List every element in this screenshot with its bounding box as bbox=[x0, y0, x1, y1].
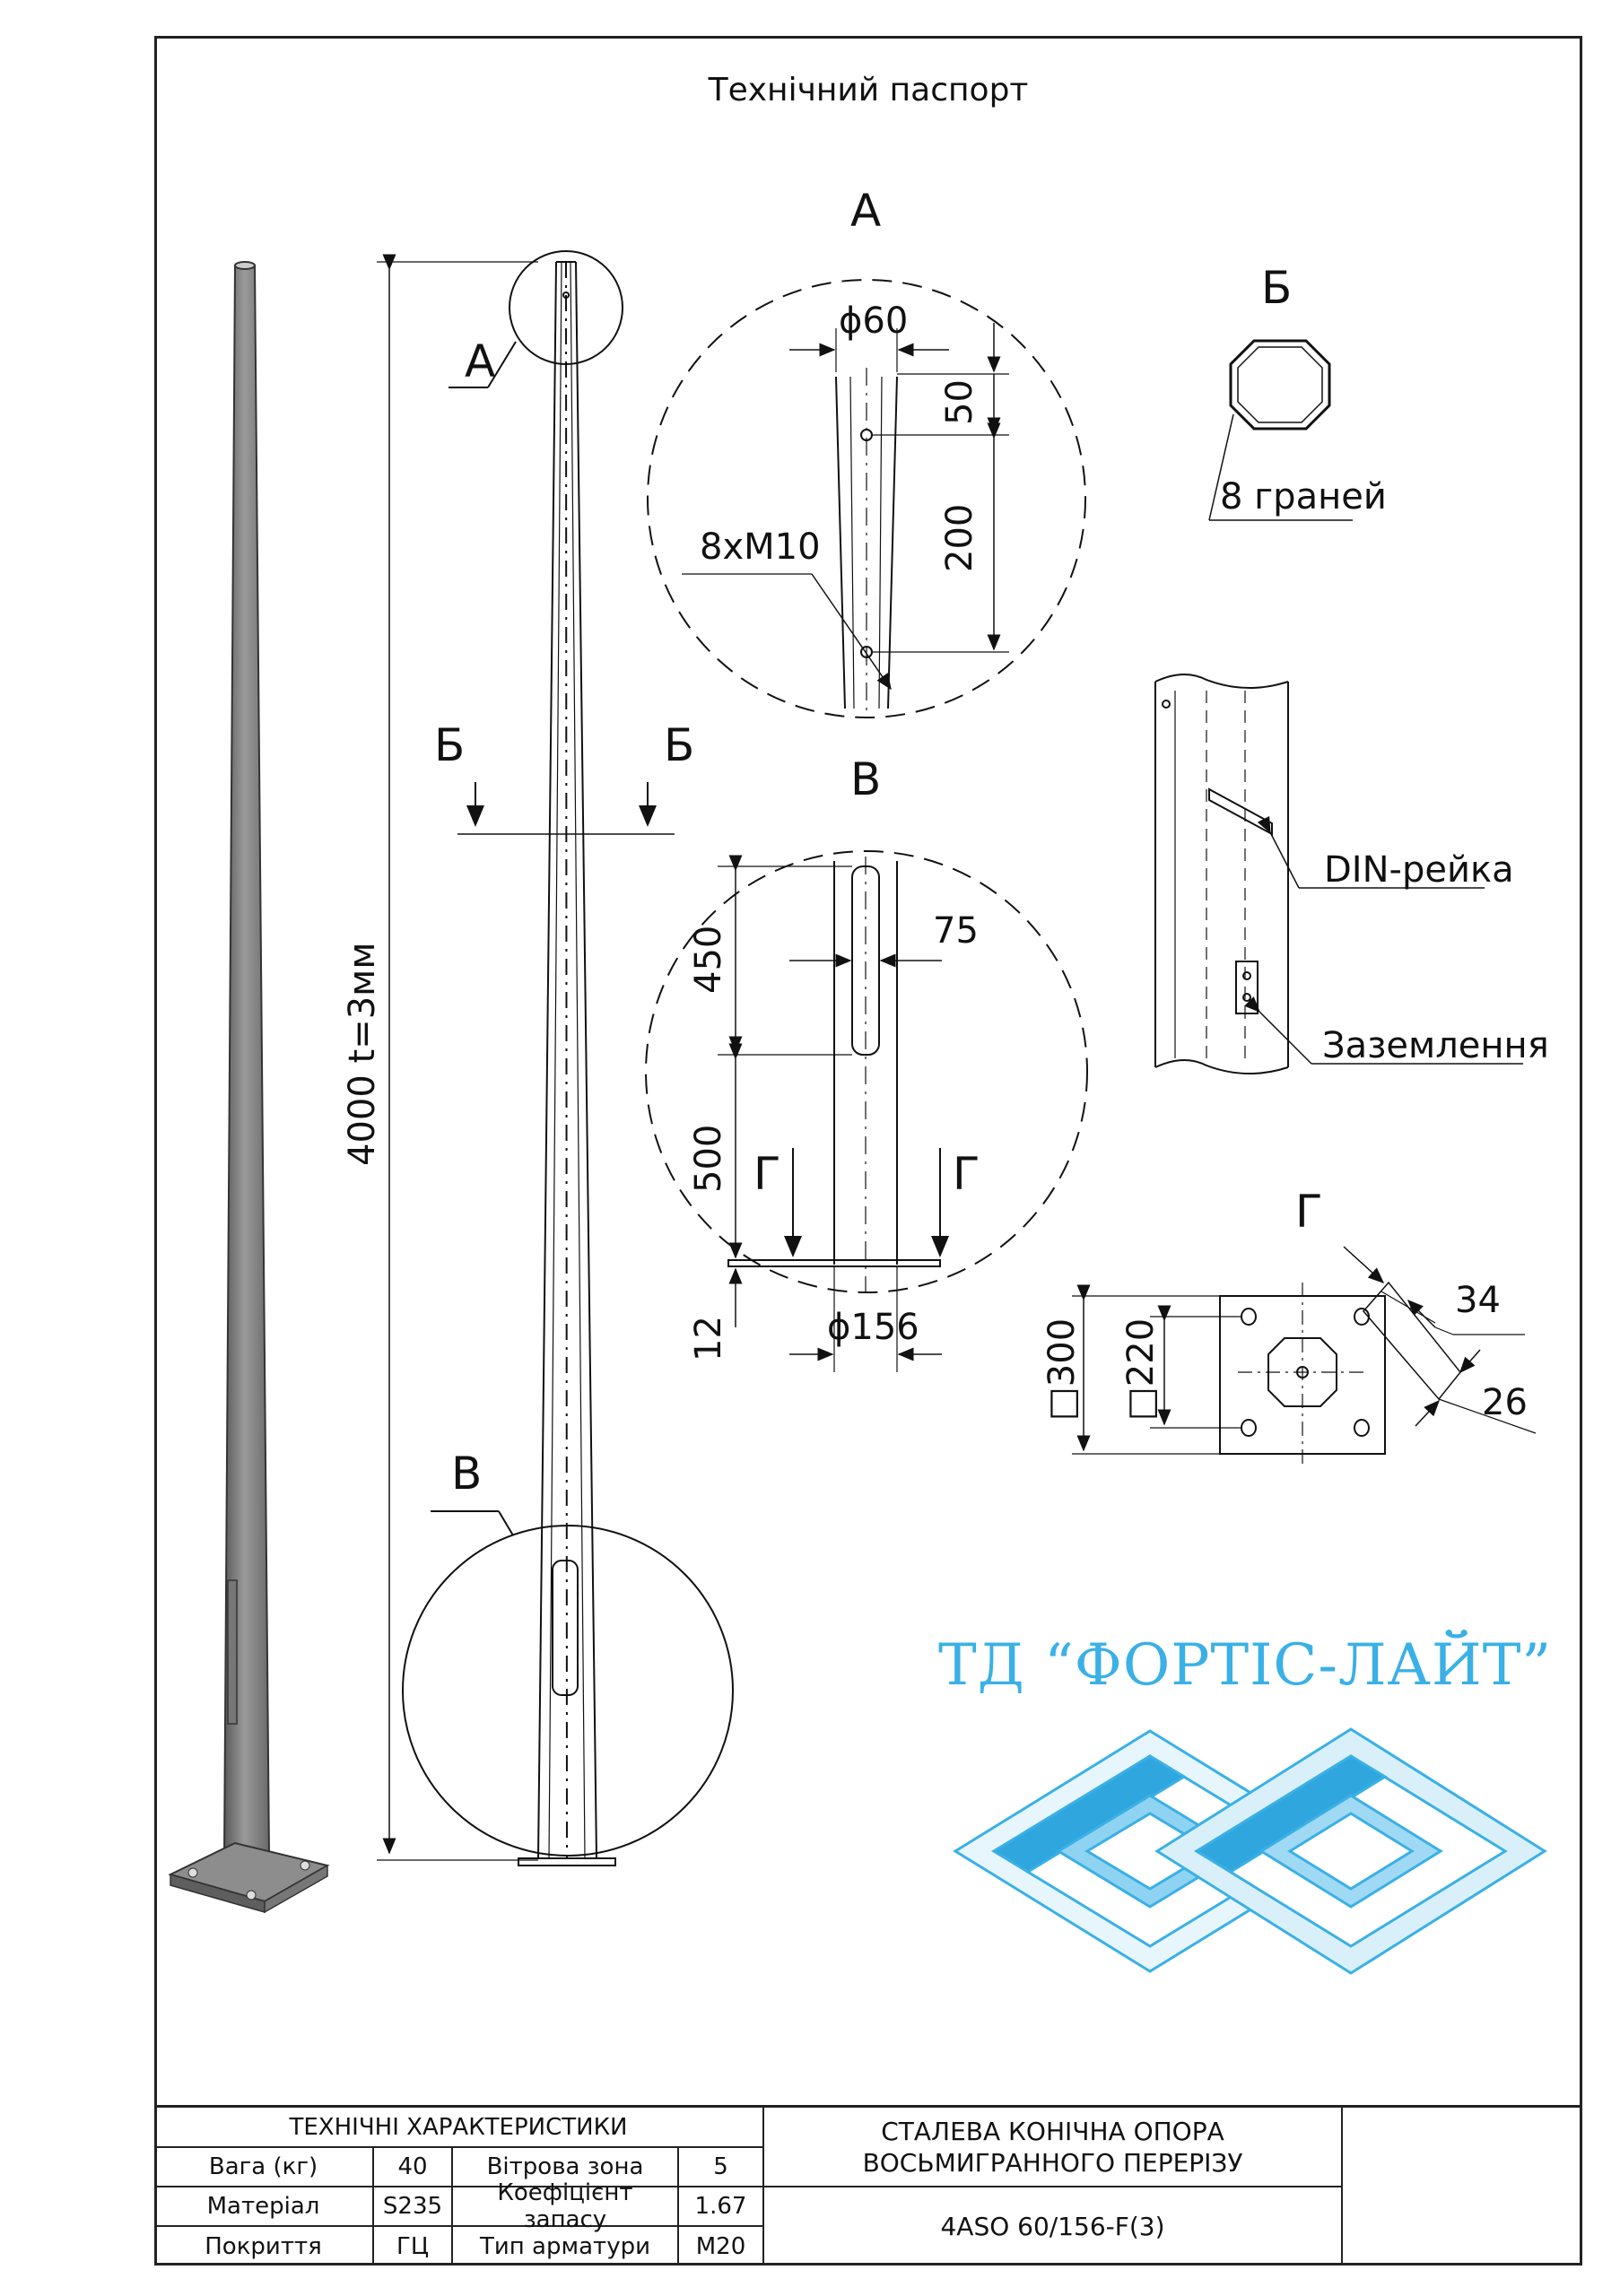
row3-label2: Тип арматури bbox=[453, 2227, 679, 2266]
row3-value2: M20 bbox=[679, 2227, 764, 2266]
pole-height-dim: 4000 t=3мм bbox=[342, 942, 383, 1166]
cut-g-left: Г bbox=[753, 1148, 781, 1200]
dim-v-below: 500 bbox=[688, 1124, 729, 1193]
row3-value: ГЦ bbox=[374, 2227, 453, 2266]
detail-a-label: А bbox=[850, 185, 882, 237]
product-name bbox=[764, 2108, 1343, 2187]
dim-v-diameter: ϕ156 bbox=[827, 1307, 919, 1348]
dim-g-inner: □220 bbox=[1120, 1318, 1162, 1421]
characteristics-header: ТЕХНІЧНІ ХАРАКТЕРИСТИКИ bbox=[154, 2108, 764, 2148]
pole-3d-render bbox=[170, 262, 327, 1912]
cut-g-right: Г bbox=[953, 1148, 980, 1200]
cut-b-right: Б bbox=[664, 719, 695, 771]
title-block bbox=[154, 2105, 1582, 2266]
product-code: 4ASO 60/156-F(3) bbox=[764, 2187, 1343, 2266]
detail-a bbox=[648, 280, 1085, 718]
row2-value2: 1.67 bbox=[679, 2187, 764, 2227]
dim-a-spacing: 200 bbox=[939, 503, 980, 572]
row1-label: Вага (кг) bbox=[154, 2148, 374, 2187]
dim-v-slot-width: 75 bbox=[933, 910, 979, 952]
brand-name: ТД “ФОРТІС-ЛАЙТ” bbox=[938, 1632, 1553, 1699]
row1-value: 40 bbox=[374, 2148, 453, 2187]
dim-g-slot: 26 bbox=[1482, 1382, 1528, 1423]
dim-g-hole: 34 bbox=[1455, 1280, 1501, 1321]
row1-value2: 5 bbox=[679, 2148, 764, 2187]
dim-a-top: 50 bbox=[939, 379, 980, 425]
stamp-box bbox=[1343, 2108, 1577, 2266]
pole-elevation bbox=[377, 251, 733, 1866]
detail-v-label: В bbox=[850, 753, 882, 805]
product-name-line1: СТАЛЕВА КОНІЧНА ОПОРА bbox=[881, 2116, 1224, 2146]
cut-b-left: Б bbox=[434, 719, 466, 771]
grounding-label: Заземлення bbox=[1322, 1025, 1549, 1066]
row1-label2: Вітрова зона bbox=[453, 2148, 679, 2187]
din-rail-label: DIN-рейка bbox=[1324, 849, 1514, 891]
dim-v-slot-length: 450 bbox=[688, 925, 729, 994]
dim-g-outer: □300 bbox=[1041, 1318, 1083, 1421]
section-g-label: Г bbox=[1295, 1186, 1323, 1238]
callout-v: В bbox=[451, 1448, 483, 1500]
sheet-title: Технічний паспорт bbox=[708, 72, 1029, 109]
brand-logo-mark bbox=[955, 1729, 1545, 1973]
callout-a: А bbox=[465, 335, 496, 387]
row2-label: Матеріал bbox=[154, 2187, 374, 2227]
row2-value: S235 bbox=[374, 2187, 453, 2227]
section-b-label: Б bbox=[1261, 262, 1293, 314]
product-name-line2: ВОСЬМИГРАННОГО ПЕРЕРІЗУ bbox=[862, 2147, 1243, 2178]
dim-v-plate: 12 bbox=[688, 1316, 729, 1361]
holes-label: 8xM10 bbox=[700, 526, 821, 568]
row3-label: Покриття bbox=[154, 2227, 374, 2266]
row2-label2: Коефіцієнт запасу bbox=[453, 2187, 679, 2227]
faces-label: 8 граней bbox=[1220, 476, 1387, 517]
dim-a-diameter: ϕ60 bbox=[839, 300, 909, 342]
